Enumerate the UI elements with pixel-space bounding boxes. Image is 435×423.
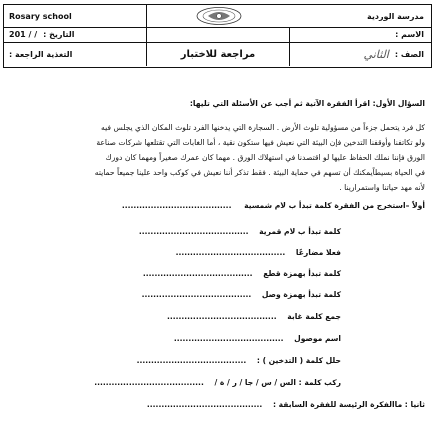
reading-passage xyxy=(10,120,425,195)
school-logo xyxy=(147,5,290,27)
header-row-1 xyxy=(4,5,431,28)
grade-label: الصف : xyxy=(394,49,424,59)
question1-title: السؤال الأول: اقرأ الفقرة الآتية ثم أجب عن الأسئلة التي تليها: xyxy=(189,99,425,108)
answer-blank[interactable]: ........................................ xyxy=(146,400,263,409)
passage-line: لأنه مهد حياتنا واستمرارينا . xyxy=(339,183,425,192)
question-item: كلمة تبدأ بهمزة وصل ...................................... xyxy=(141,290,341,299)
passage-line: كل فرد يتحمل جزءاً من مسؤولية تلوث الأرض . السجارة التي يدخنها الفرد تلوث المكان الذي يجلس فيه xyxy=(101,123,425,132)
question-item: جمع كلمة غابة ...................................... xyxy=(166,312,341,321)
student-name-cell xyxy=(290,27,430,42)
passage-line: الورق فإننا نملك الحفاظ عليها لو اقتصدنا في استهلاك الورق . مهما كان عمرك صغيراً ومهما كان دورك xyxy=(105,153,425,162)
question-item: كلمة تبدأ بهمزة قطع ...................................... xyxy=(142,269,341,278)
question-item: حلل كلمة ( التدخين ) : ...................................... xyxy=(136,356,341,365)
school-name-arabic: مدرسة الوردية xyxy=(366,11,424,21)
exam-title: مراجعة للاختبار xyxy=(147,42,290,66)
answer-blank[interactable]: ...................................... xyxy=(175,248,286,257)
header-row-3 xyxy=(4,42,431,66)
answer-blank[interactable]: ...................................... xyxy=(166,312,277,321)
section1-title xyxy=(122,200,425,212)
question-item: اسم موصول ...................................... xyxy=(173,334,341,343)
date-cell xyxy=(4,27,147,42)
date-label: التاريخ : xyxy=(43,30,75,39)
feedback-cell xyxy=(4,42,147,66)
section2-title: ثانيا : ماالفكرة الرئيسة للفقرة السابقة : ........................................ xyxy=(146,400,425,409)
answer-blank[interactable]: ...................................... xyxy=(173,334,284,343)
answer-blank[interactable]: ...................................... xyxy=(142,269,253,278)
answer-blank[interactable]: ...................................... xyxy=(141,290,252,299)
question-item: كلمة تبدأ ب لام قمرية ...................................... xyxy=(138,227,341,236)
question-item: ركب كلمة : الس / س / جا / ر / ة / ...................................... xyxy=(94,378,341,387)
header-row-2 xyxy=(4,27,431,43)
school-name-english: Rosary school xyxy=(4,5,147,27)
passage-line: ولو تكاتفنا وأوقفنا التدخين فإن البيئة التي نعيش فيها ستكون نقية ، أما الغابات التي تقتلعها شركات صناعة xyxy=(96,138,425,147)
grade-value-handwritten: الثاني xyxy=(363,47,389,61)
feedback-label: التغذية الراجعة : xyxy=(9,49,73,59)
answer-blank[interactable]: ...................................... xyxy=(94,378,204,387)
header-table xyxy=(3,4,432,68)
date-value: 201 / / xyxy=(9,30,38,39)
answer-blank[interactable]: ...................................... xyxy=(121,201,232,210)
header-empty-cell xyxy=(147,27,290,42)
name-label: الاسم : xyxy=(395,30,424,39)
answer-blank[interactable]: ...................................... xyxy=(138,227,249,236)
grade-cell xyxy=(290,42,430,66)
answer-blank[interactable]: ...................................... xyxy=(136,356,247,365)
passage-line: في الحياة بسيطاًيمكنك أن تسهم في حماية البيئة . فقط تذكر أننا نعيش في كوكب واحد علينا جميعاً حمايته xyxy=(94,168,425,177)
school-logo-emblem-icon xyxy=(194,6,244,26)
question-item: فعلا مضارعًا ...................................... xyxy=(175,248,341,257)
section1-title-text: أولاً –استخرج من الفقرة كلمة تبدأ ب لام شمسية xyxy=(244,201,425,210)
